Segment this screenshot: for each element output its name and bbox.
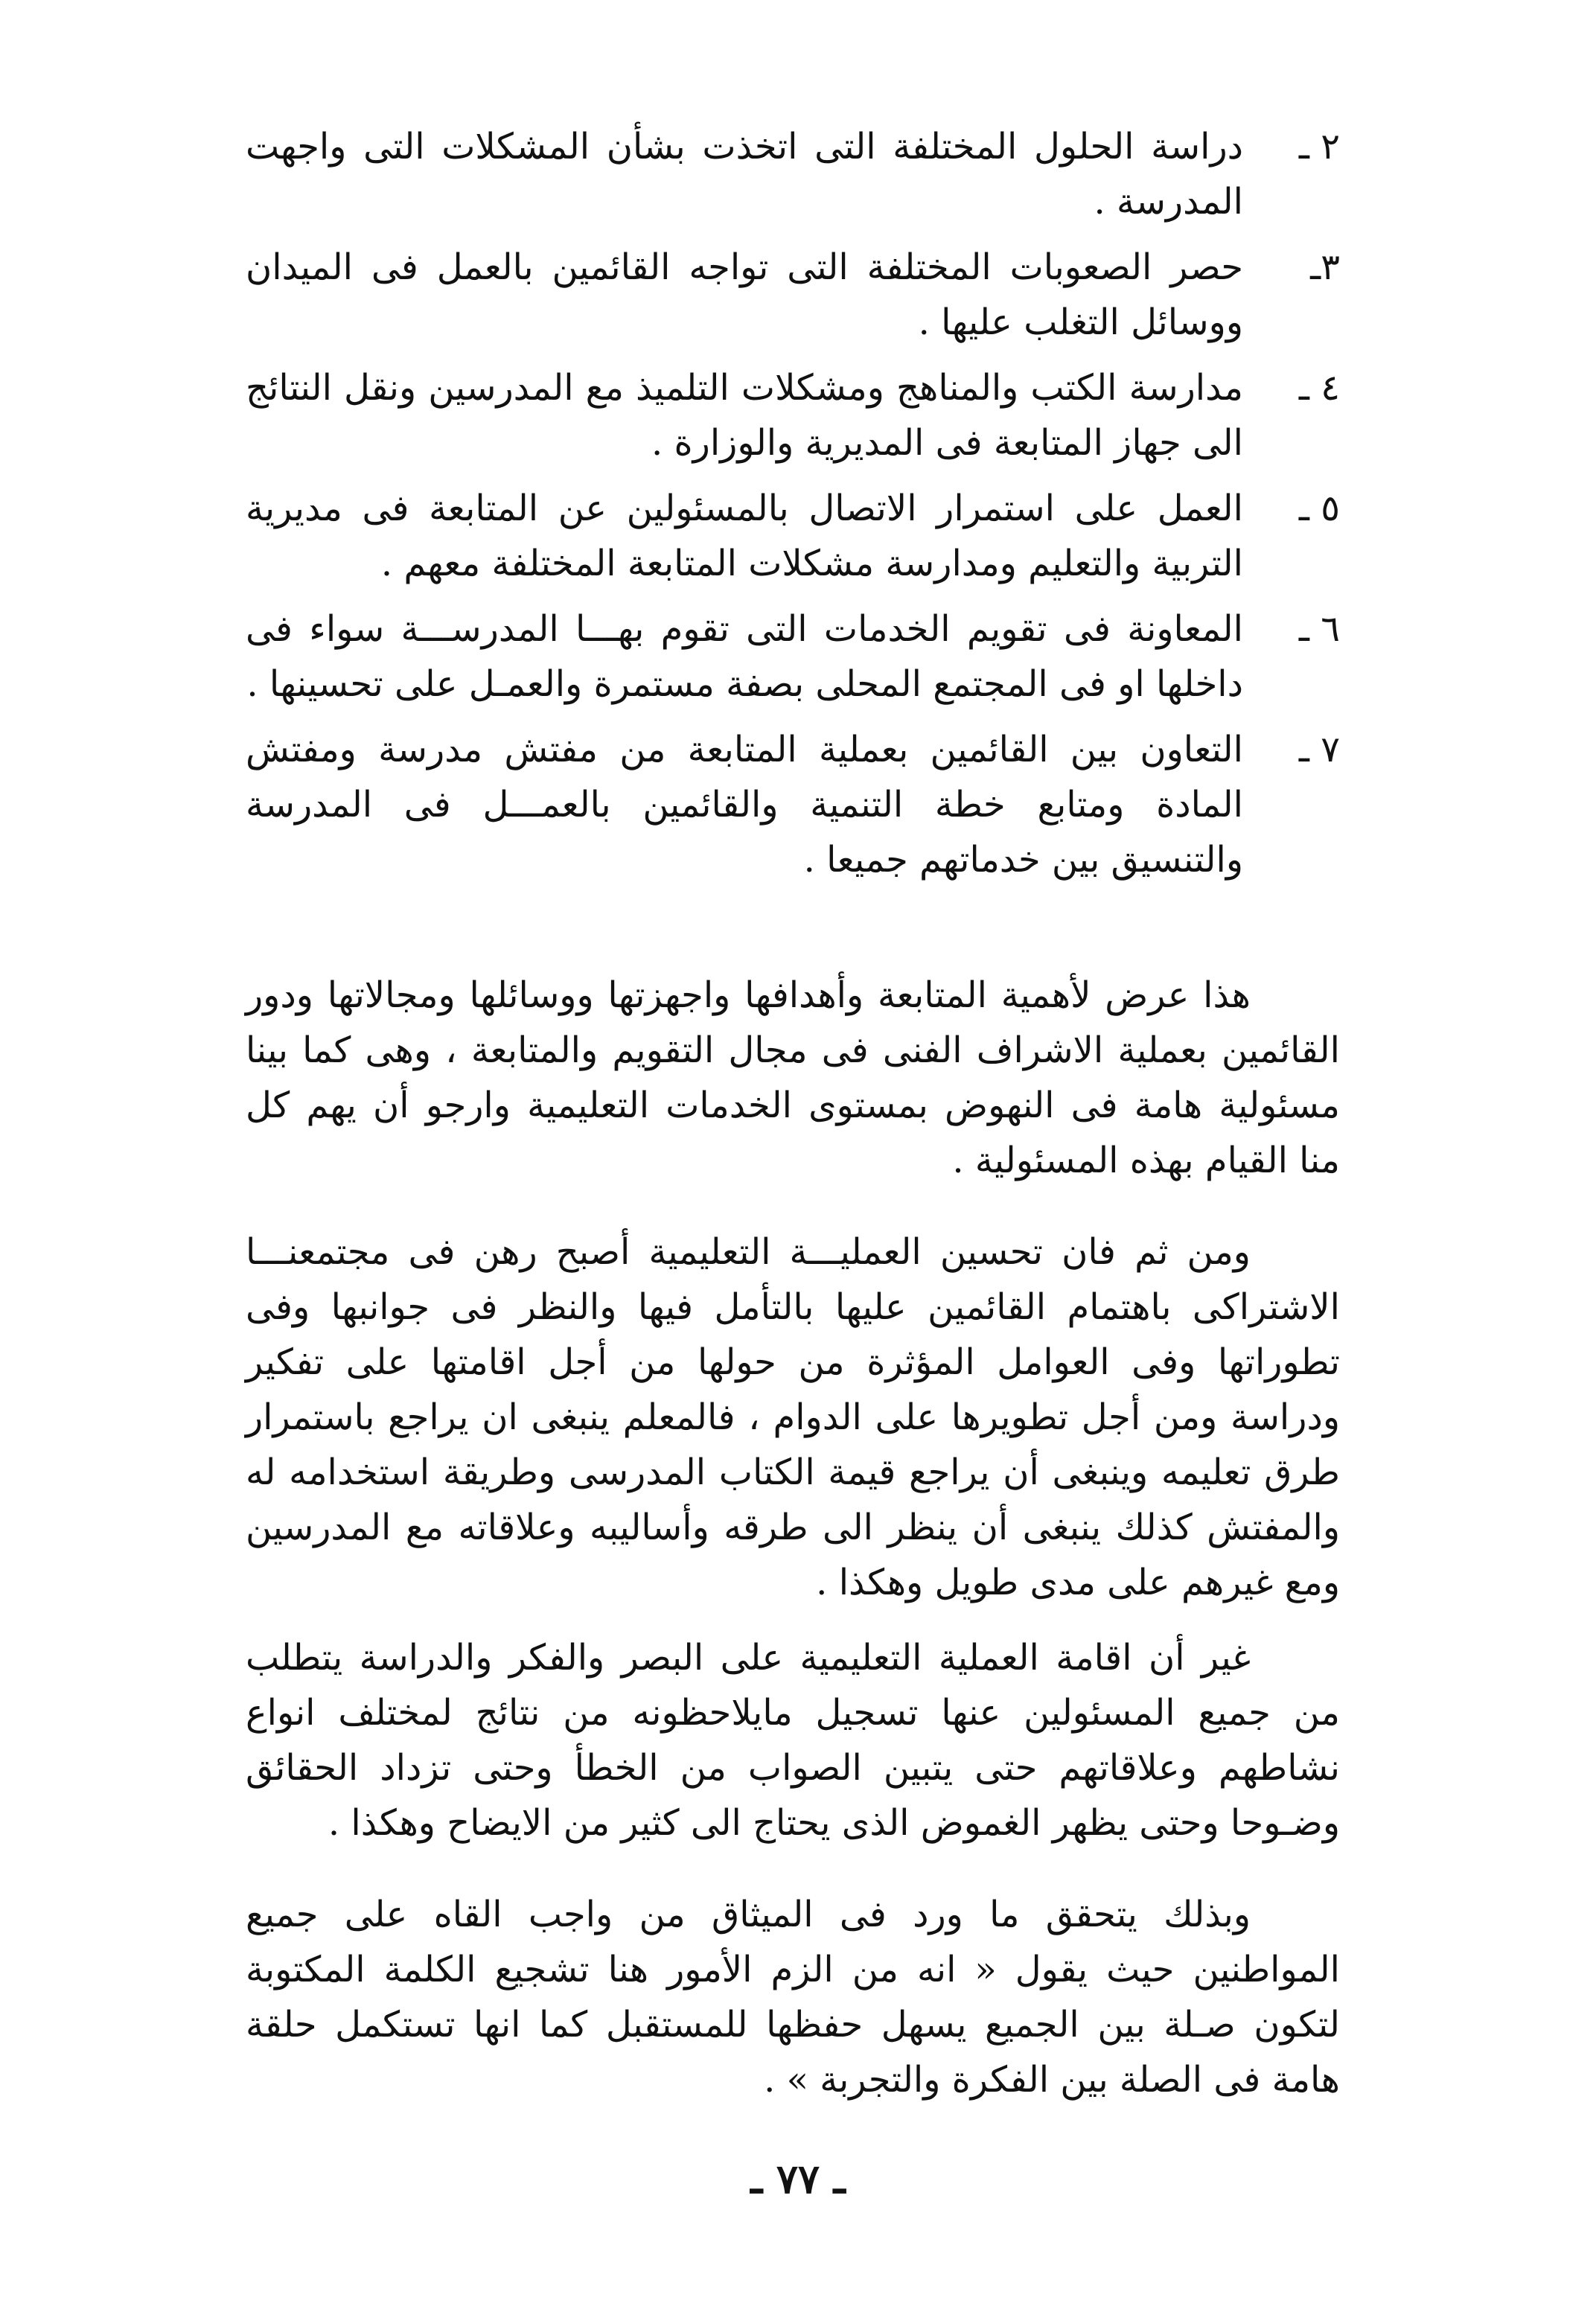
list-item (246, 481, 1340, 591)
list-item (246, 722, 1340, 887)
list-item (246, 360, 1340, 470)
list-item-number: ٥ ـ (1298, 488, 1340, 529)
list-item (246, 119, 1340, 229)
page-number: ـ ٧٧ ـ (750, 2155, 846, 2203)
numbered-list (246, 119, 1340, 898)
list-item-text: التعاون بين القائمين بعملية المتابعة من مفتش مدرسة ومفتش المادة ومتابع خطة التنمية والقائمين بالعمـــل فى المدرسة والتنسيق بين خدماتهم جميعا . (246, 729, 1243, 881)
list-item (246, 240, 1340, 350)
list-item-number: ٢ ـ (1298, 126, 1340, 167)
paragraph-text: غير أن اقامة العملية التعليمية على البصر والفكر والدراسة يتطلب من جميع المسئولين عنها تسجيل مايلاحظونه من نتائج لمختلف انواع نشاطهم وعلاقاتهم حتى يتبين الصواب من الخطأ وحتى تزداد الحقائق وضـوحا وحتى يظهر الغموض الذى يحتاج الى كثير من الايضاح وهكذا . (246, 1637, 1340, 1844)
list-item-text: حصر الصعوبات المختلفة التى تواجه القائمين بالعمل فى الميدان ووسائل التغلب عليها . (246, 246, 1243, 343)
body-paragraph (246, 1630, 1340, 1850)
list-item-number: ٤ ـ (1298, 367, 1340, 409)
list-item (246, 601, 1340, 712)
list-item-text: مدارسة الكتب والمناهج ومشكلات التلميذ مع المدرسين ونقل النتائج الى جهاز المتابعة فى المديرية والوزارة . (246, 367, 1243, 464)
paragraph-text: ومن ثم فان تحسين العمليـــة التعليمية أصبح رهن فى مجتمعنـــا الاشتراكى باهتمام القائمين عليها بالتأمل فيها والنظر فى جوانبها وفى تطوراتها وفى العوامل المؤثرة من حولها من أجل اقامتها على تفكير ودراسة ومن أجل تطويرها على الدوام ، فالمعلم ينبغى ان يراجع باستمرار طرق تعليمه وينبغى أن يراجع قيمة الكتاب المدرسى وطريقة استخدامه له والمفتش كذلك ينبغى أن ينظر الى طرقه وأساليبه وعلاقاته مع المدرسين ومع غيرهم على مدى طويل وهكذا . (246, 1231, 1340, 1603)
paragraph-text: هذا عرض لأهمية المتابعة وأهدافها واجهزتها ووسائلها ومجالاتها ودور القائمين بعملية الاشراف الفنى فى مجال التقويم والمتابعة ، وهى كما بينا مسئولية هامة فى النهوض بمستوى الخدمات التعليمية وارجو أن يهم كل منا القيام بهذه المسئولية . (246, 974, 1340, 1181)
body-paragraph (246, 1887, 1340, 2107)
body-paragraph (246, 968, 1340, 1188)
list-item-number: ٣ـ (1310, 246, 1340, 288)
list-item-text: المعاونة فى تقويم الخدمات التى تقوم بهـــا المدرســـة سواء فى داخلها او فى المجتمع المحلى بصفة مستمرة والعمـل على تحسينها . (246, 608, 1244, 705)
paragraph-text: وبذلك يتحقق ما ورد فى الميثاق من واجب القاه على جميع المواطنين حيث يقول « انه من الزم الأمور هنا تشجيع الكلمة المكتوبة لتكون صـلة بين الجميع يسهل حفظها للمستقبل كما انها تستكمل حلقة هامة فى الصلة بين الفكرة والتجربة » . (246, 1894, 1340, 2101)
list-item-number: ٦ ـ (1298, 608, 1340, 650)
body-paragraph (246, 1224, 1340, 1610)
list-item-text: دراسة الحلول المختلفة التى اتخذت بشأن المشكلات التى واجهت المدرسة . (246, 126, 1243, 223)
list-item-number: ٧ ـ (1298, 729, 1340, 770)
list-item-text: العمل على استمرار الاتصال بالمسئولين عن المتابعة فى مديرية التربية والتعليم ومدارسة مشكلات المتابعة المختلفة معهم . (246, 488, 1243, 584)
